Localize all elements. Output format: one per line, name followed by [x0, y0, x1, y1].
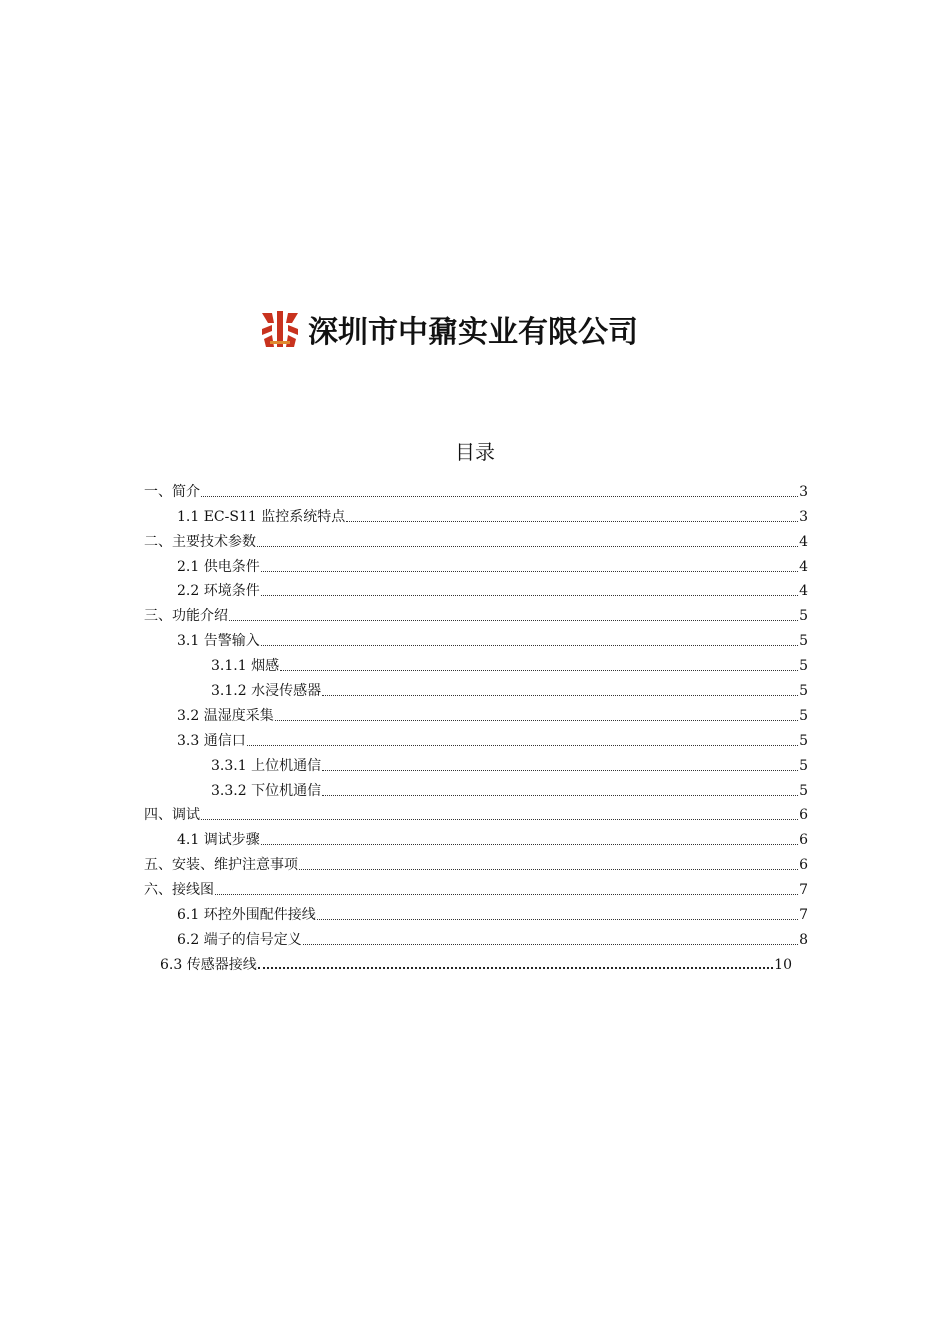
toc-entry-label: 6.1 环控外围配件接线 — [177, 907, 316, 924]
toc-entry[interactable] — [144, 675, 808, 700]
toc-entry-label: 二、主要技术参数 — [144, 533, 256, 550]
toc-entry[interactable] — [144, 849, 808, 874]
toc-dot-leader — [257, 546, 798, 547]
toc-entry[interactable] — [144, 824, 808, 849]
toc-page-number: 6 — [799, 807, 808, 824]
toc-page-number: 4 — [799, 558, 808, 575]
toc-dot-leader — [299, 869, 798, 870]
toc-dot-leader — [261, 844, 798, 845]
toc-entry-label: 1.1 EC-S11 监控系统特点 — [177, 508, 346, 525]
toc-dot-leader — [322, 695, 798, 696]
toc-page-number: 3 — [799, 483, 808, 500]
toc-page-number: 4 — [799, 583, 808, 600]
toc-entry-label: 6.2 端子的信号定义 — [177, 931, 302, 948]
toc-page-number: 5 — [799, 757, 808, 774]
toc-entry[interactable] — [144, 625, 808, 650]
toc-page-number: 7 — [799, 907, 808, 924]
toc-page-number: 5 — [799, 732, 808, 749]
toc-page-number: 6 — [799, 832, 808, 849]
toc-entry-label: 2.2 环境条件 — [177, 583, 260, 600]
toc-dot-leader — [303, 944, 798, 945]
company-header — [258, 306, 638, 352]
toc-entry-label: 4.1 调试步骤 — [177, 832, 260, 849]
toc-entry-label: 3.1.2 水浸传感器 — [211, 683, 322, 700]
toc-page-number: 5 — [799, 782, 808, 799]
toc-entry-label: 6.3 传感器接线 — [160, 956, 257, 973]
toc-dot-leader — [261, 595, 798, 596]
toc-entry-label: 三、功能介绍 — [144, 608, 228, 625]
toc-entry[interactable] — [144, 775, 808, 800]
toc-entry-label: 四、调试 — [144, 807, 200, 824]
toc-entry-label: 3.1.1 烟感 — [211, 658, 280, 675]
toc-entry-label: 3.1 告警输入 — [177, 633, 260, 650]
toc-entry-label: 3.3.2 下位机通信 — [211, 782, 322, 799]
toc-entry[interactable] — [144, 949, 792, 974]
toc-dot-leader — [201, 819, 798, 820]
toc-page-number: 7 — [799, 882, 808, 899]
toc-dot-leader — [201, 496, 798, 497]
toc-entry-label: 2.1 供电条件 — [177, 558, 260, 575]
toc-entry[interactable] — [144, 899, 808, 924]
company-name: 深圳市中鼐实业有限公司 — [308, 315, 638, 350]
toc-dot-leader — [229, 620, 798, 621]
company-logo-icon — [258, 307, 302, 351]
toc-entry-label: 3.3.1 上位机通信 — [211, 757, 322, 774]
toc-page-number: 5 — [799, 683, 808, 700]
toc-entry-label: 五、安装、维护注意事项 — [144, 857, 298, 874]
toc-entry[interactable] — [144, 750, 808, 775]
toc-entry[interactable] — [144, 576, 808, 601]
toc-dot-leader — [247, 745, 798, 746]
toc-entry[interactable] — [144, 476, 808, 501]
toc-entry[interactable] — [144, 551, 808, 576]
toc-dot-leader — [215, 894, 798, 895]
toc-page-number: 5 — [799, 608, 808, 625]
toc-page-number: 5 — [799, 658, 808, 675]
toc-page-number: 6 — [799, 857, 808, 874]
toc-title: 目录 — [455, 440, 495, 464]
toc-entry-label: 一、简介 — [144, 483, 200, 500]
toc-page-number: 5 — [799, 633, 808, 650]
toc-page-number: 10 — [774, 956, 792, 973]
toc-entry[interactable] — [144, 725, 808, 750]
toc-dot-leader — [317, 919, 798, 920]
toc-entry[interactable] — [144, 874, 808, 899]
toc-page-number: 3 — [799, 508, 808, 525]
toc-entry[interactable] — [144, 924, 808, 949]
toc-entry[interactable] — [144, 501, 808, 526]
toc-dot-leader — [346, 521, 798, 522]
toc-dot-leader — [261, 645, 798, 646]
toc-dot-leader — [280, 670, 798, 671]
toc-dot-leader — [322, 795, 798, 796]
table-of-contents — [144, 476, 808, 974]
toc-entry-label: 六、接线图 — [144, 882, 214, 899]
toc-page-number: 5 — [799, 707, 808, 724]
toc-entry[interactable] — [144, 800, 808, 825]
toc-dot-leader — [258, 967, 773, 969]
toc-entry[interactable] — [144, 526, 808, 551]
toc-dot-leader — [261, 571, 798, 572]
toc-entry[interactable] — [144, 650, 808, 675]
toc-entry-label: 3.3 通信口 — [177, 732, 246, 749]
toc-dot-leader — [322, 770, 798, 771]
toc-entry[interactable] — [144, 700, 808, 725]
toc-page-number: 4 — [799, 533, 808, 550]
toc-entry[interactable] — [144, 600, 808, 625]
toc-dot-leader — [275, 720, 798, 721]
toc-entry-label: 3.2 温湿度采集 — [177, 707, 274, 724]
toc-page-number: 8 — [799, 931, 808, 948]
